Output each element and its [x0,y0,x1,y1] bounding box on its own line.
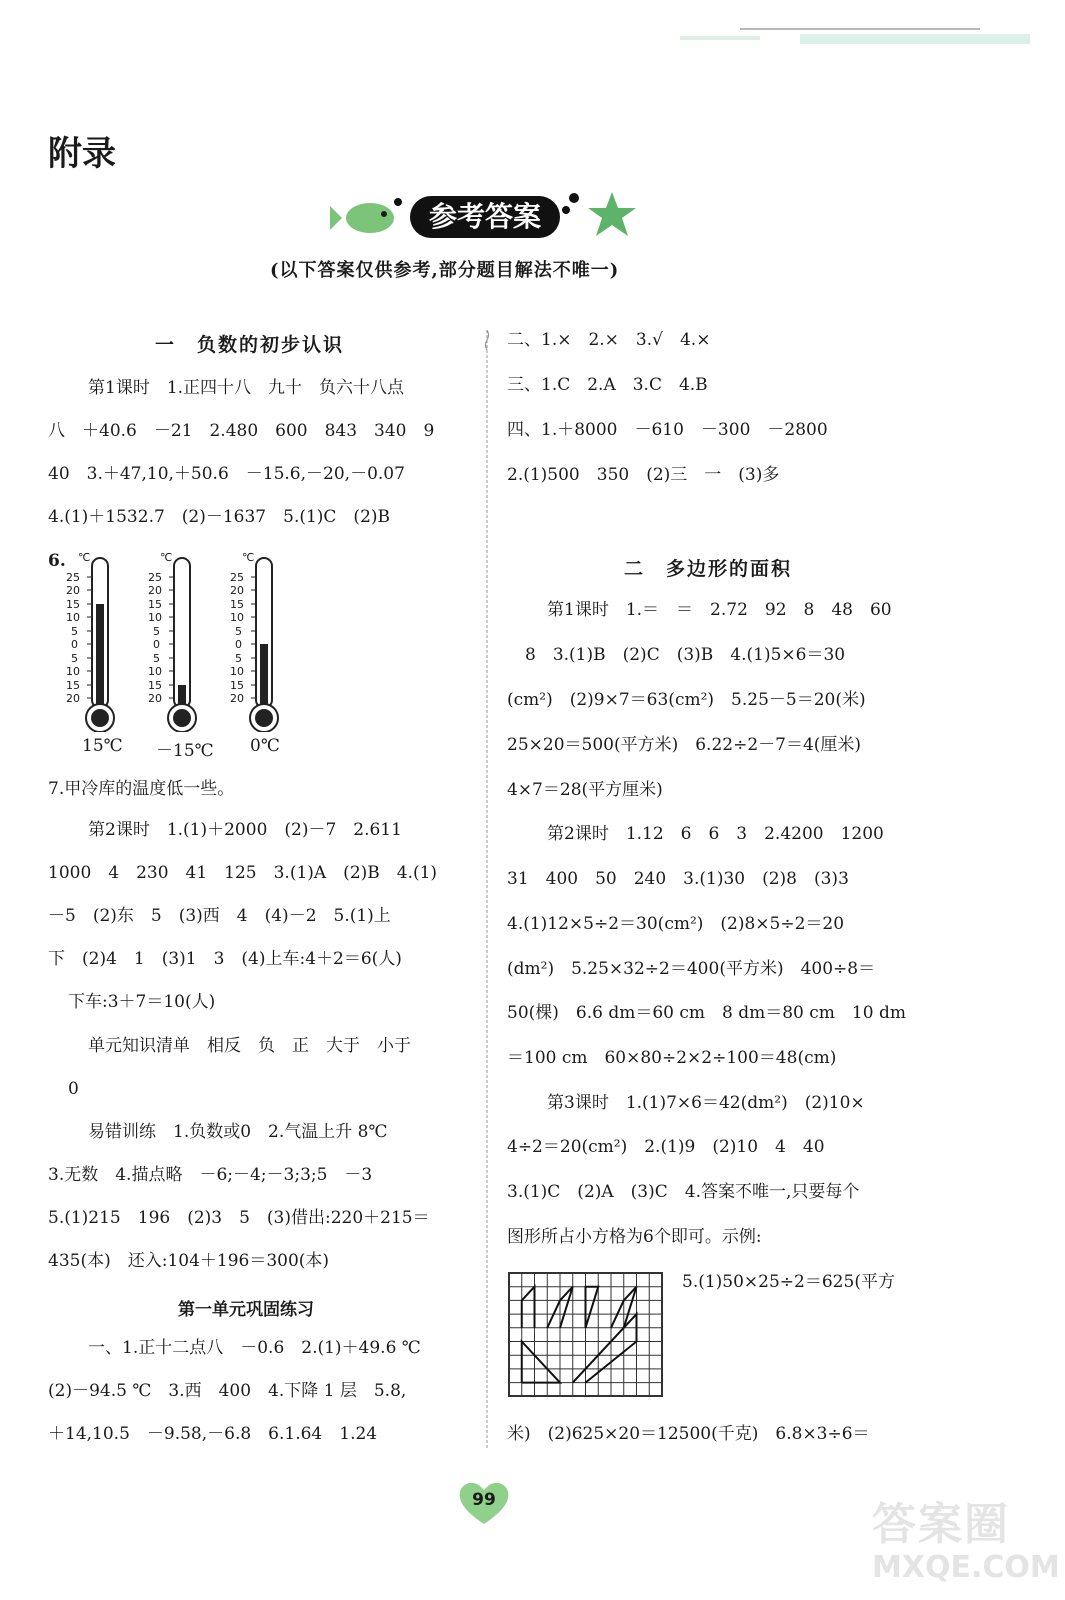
tick-label: 10 [230,611,244,624]
unit-review-line: 一、1.正十二点八 －0.6 2.(1)＋49.6 ℃ [88,1338,421,1358]
page-number-badge [456,1478,512,1528]
review-cont-line: 二、1.× 2.× 3.√ 4.× [507,330,711,350]
tick-label: 5 [71,625,78,638]
thermometer-graphic [230,552,290,732]
tick-label: 0 [235,638,242,651]
tick-label: 10 [148,611,162,624]
tick-label: 25 [230,571,244,584]
right-lesson3-line: 第3课时 1.(1)7×6＝42(dm²) (2)10× [547,1093,865,1113]
watermark-bottom-text: MXQE.COM [872,1550,1060,1585]
banner-title: 参考答案 [428,200,541,233]
thermometer-2 [148,552,208,732]
mistakes-line: 5.(1)215 196 (2)3 5 (3)借出:220＋215＝ [48,1208,430,1228]
unit-review-title: 第一单元巩固练习 [178,1300,314,1320]
tick-label: 15 [230,598,244,611]
therm-unit: ℃ [242,551,255,564]
tick-label: 10 [66,611,80,624]
tick-label: 20 [148,584,162,597]
left-lesson1-line: 八 ＋40.6 －21 2.480 600 843 340 9 [48,421,435,441]
tick-label: 5 [235,652,242,665]
answer-note: (以下答案仅供参考,部分题目解法不唯一) [270,260,620,281]
watermark-logo [872,1488,1060,1594]
right-lesson2-line: 50(棵) 6.6 dm＝60 cm 8 dm＝80 cm 10 dm [507,1003,906,1023]
thermometer-reading: 15℃ [82,736,123,756]
tick-label: 15 [230,679,244,692]
right-lesson1-line: 25×20＝500(平方米) 6.22÷2－7＝4(厘米) [507,735,862,755]
right-lesson1-line: (cm²) (2)9×7＝63(cm²) 5.25－5＝20(米) [507,690,866,710]
knowledge-line: 单元知识清单 相反 负 正 大于 小于 [88,1036,411,1056]
tick-label: 5 [153,625,160,638]
right-lesson2-line: 4.(1)12×5÷2＝30(cm²) (2)8×5÷2＝20 [507,914,845,934]
left-lesson2-line: 1000 4 230 41 125 3.(1)A (2)B 4.(1) [48,863,438,883]
appendix-title: 附录 [48,134,116,174]
review-cont-line: 2.(1)500 350 (2)三 一 (3)多 [507,465,780,485]
therm-unit: ℃ [78,551,91,564]
thermometer-graphic [66,552,126,732]
tick-label: 5 [153,652,160,665]
tick-label: 20 [148,692,162,705]
tick-label: 5 [235,625,242,638]
watermark-top-text: 答案圈 [872,1499,1010,1550]
mistakes-line: 3.无数 4.描点略 －6;－4;－3;3;5 －3 [48,1165,373,1185]
tick-label: 15 [148,598,162,611]
top-decoration [680,28,1040,50]
tick-label: 15 [66,679,80,692]
mistakes-line: 易错训练 1.负数或0 2.气温上升 8℃ [88,1122,388,1142]
therm-unit: ℃ [160,551,173,564]
thermometer-1 [66,552,126,732]
right-lesson1-line: 第1课时 1.＝ ＝ 2.72 92 8 48 60 [547,600,892,620]
right-lesson3-line: 4÷2＝20(cm²) 2.(1)9 (2)10 4 40 [507,1137,825,1157]
right-q5-line: 5.(1)50×25÷2＝625(平方 [682,1272,895,1292]
tick-label: 25 [148,571,162,584]
left-lesson1-line: 第1课时 1.正四十八 九十 负六十八点 [88,378,405,398]
left-lesson2-line: 下 (2)4 1 (3)1 3 (4)上车:4＋2＝6(人) [48,949,402,969]
tick-label: 5 [71,652,78,665]
right-lesson2-line: 31 400 50 240 3.(1)30 (2)8 (3)3 [507,869,849,889]
right-q5-line: 米) (2)625×20＝12500(千克) 6.8×3÷6＝ [507,1424,870,1444]
right-lesson3-line: 3.(1)C (2)A (3)C 4.答案不唯一,只要每个 [507,1182,860,1202]
knowledge-line: 0 [68,1079,79,1099]
tick-label: 20 [66,692,80,705]
left-lesson2-line: 第2课时 1.(1)＋2000 (2)－7 2.611 [88,820,402,840]
right-lesson2-line: ＝100 cm 60×80÷2×2÷100＝48(cm) [507,1048,837,1068]
tick-label: 20 [66,584,80,597]
tick-label: 10 [230,665,244,678]
tick-label: 0 [153,638,160,651]
right-lesson2-line: 第2课时 1.12 6 6 3 2.4200 1200 [547,824,884,844]
thermometer-reading: －15℃ [156,741,214,761]
answer-banner [330,188,640,244]
right-lesson2-line: (dm²) 5.25×32÷2＝400(平方米) 400÷8＝ [507,959,876,979]
question-6-label: 6. [48,551,66,571]
column-divider [484,330,490,1450]
star-icon [560,188,640,244]
unit-review-line: (2)－94.5 ℃ 3.西 400 4.下降 1 层 5.8, [48,1381,407,1401]
unit-review-line: ＋14,10.5 －9.58,－6.8 6.1.64 1.24 [48,1424,378,1444]
right-lesson3-line: 图形所占小方格为6个即可。示例: [507,1227,762,1247]
tick-label: 25 [66,571,80,584]
grid-shapes-graphic [508,1272,664,1398]
page-number: 99 [472,1490,496,1510]
left-lesson1-line: 40 3.＋47,10,＋50.6 －15.6,－20,－0.07 [48,464,405,484]
review-cont-line: 四、1.＋8000 －610 －300 －2800 [507,420,828,440]
thermometer-3 [230,552,290,732]
tick-label: 10 [148,665,162,678]
left-lesson2-line: －5 (2)东 5 (3)西 4 (4)－2 5.(1)上 [48,906,391,926]
tick-label: 10 [66,665,80,678]
section-title-polygon-area: 二 多边形的面积 [624,558,793,580]
left-lesson2-line: 下车:3＋7＝10(人) [68,992,216,1012]
right-lesson1-line: 8 3.(1)B (2)C (3)B 4.(1)5×6＝30 [525,645,846,665]
tick-label: 15 [148,679,162,692]
tick-label: 15 [66,598,80,611]
right-lesson1-line: 4×7＝28(平方厘米) [507,780,663,800]
tick-label: 20 [230,584,244,597]
review-cont-line: 三、1.C 2.A 3.C 4.B [507,375,708,395]
tick-label: 0 [71,638,78,651]
thermometer-graphic [148,552,208,732]
grid-example-figure [508,1272,664,1398]
thermometer-reading: 0℃ [250,736,280,756]
question-7: 7.甲冷库的温度低一些。 [48,779,235,799]
mistakes-line: 435(本) 还入:104＋196＝300(本) [48,1251,330,1271]
section-title-negative-numbers: 一 负数的初步认识 [155,334,345,356]
left-lesson1-line: 4.(1)＋1532.7 (2)－1637 5.(1)C (2)B [48,507,391,527]
tick-label: 20 [230,692,244,705]
header-strip-graphic [680,28,1040,50]
